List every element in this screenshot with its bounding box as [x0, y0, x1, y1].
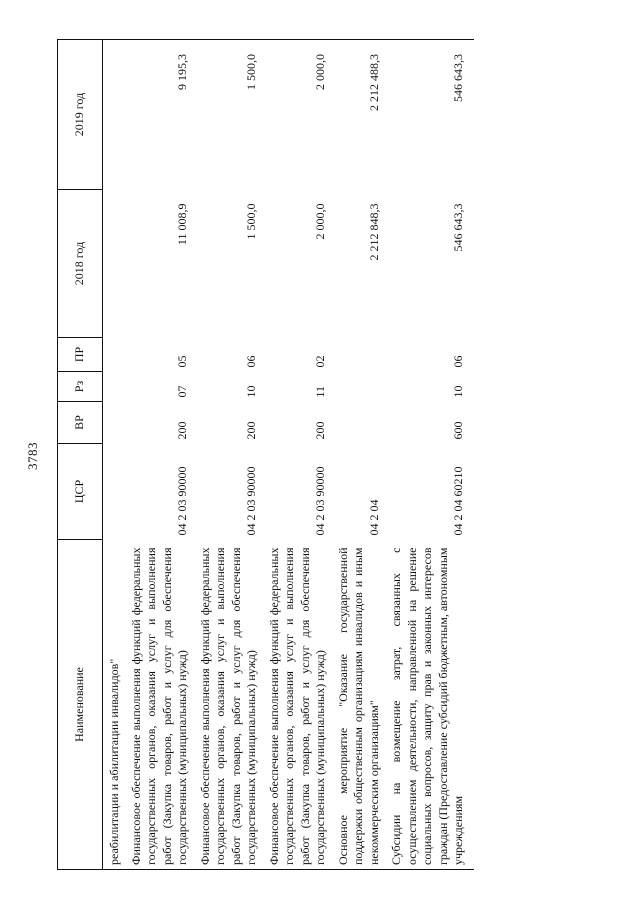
row-rz: 10 — [244, 385, 258, 398]
row-csr: 04 2 03 90000 — [313, 466, 327, 536]
row-vr: 200 — [244, 421, 258, 440]
header-pr: ПР — [58, 338, 103, 372]
row-2018: 2 212 848,3 — [366, 203, 381, 261]
row-2019: 546 643,3 — [389, 40, 474, 190]
row-csr: 04 2 04 — [366, 499, 381, 536]
row-pr — [336, 338, 390, 372]
row-csr: 04 2 03 90000 — [244, 466, 258, 536]
row-2019 — [103, 40, 129, 190]
row-rz: 07 — [175, 385, 189, 398]
row-vr: 600 — [451, 421, 465, 440]
row-vr — [336, 402, 390, 444]
row-name: Финансовое обеспечение выполнения функций федеральных государственных органов, оказания услуг и выполнения работ (Закупка товаров, работ и услуг для обеспечения государственных (муниципальных) нужд) — [129, 540, 198, 870]
row-csr: 04 2 04 60210 — [451, 466, 465, 536]
header-2019: 2019 год — [58, 40, 103, 190]
row-rz — [336, 372, 390, 402]
row-rz: 10 — [451, 385, 465, 398]
header-2018: 2018 год — [58, 190, 103, 338]
row-vr: 200 — [175, 421, 189, 440]
table-row — [103, 40, 129, 870]
budget-table — [57, 39, 474, 870]
row-rz — [103, 372, 129, 402]
row-name: Субсидии на возмещение затрат, связанных с осуществлением деятельности, направленной на решение социальных вопросов, защиту прав и законных интересов граждан (Предоставление субсидий бюджетным, автономным учреждениям — [389, 540, 474, 870]
table-row — [389, 40, 474, 870]
page-number: 3783 — [25, 442, 40, 470]
row-2018: 2 000,0 — [313, 203, 327, 240]
header-csr: ЦСР — [58, 444, 103, 540]
row-name: реабилитации и абилитации инвалидов" — [103, 540, 129, 870]
table-header-row — [58, 40, 103, 870]
row-csr: 04 2 03 90000 — [175, 466, 189, 536]
row-rz: 11 — [313, 385, 327, 398]
row-2018: 11 008,9 — [175, 203, 189, 246]
row-pr: 05 — [175, 355, 189, 368]
row-name: Финансовое обеспечение выполнения функций федеральных государственных органов, оказания услуг и выполнения работ (Закупка товаров, работ и услуг для обеспечения государственных (муниципальных) нужд) — [267, 540, 336, 870]
row-name: Основное мероприятие "Оказание государственной поддержки общественным организациям инвалидов и иным некоммерческим организациям" — [336, 540, 390, 870]
row-2019: 1 500,0 — [198, 40, 267, 190]
row-pr: 06 — [451, 355, 465, 368]
header-rz: Рз — [58, 372, 103, 402]
row-pr — [103, 338, 129, 372]
table-row — [129, 40, 198, 870]
table-row — [336, 40, 390, 870]
row-csr — [103, 444, 129, 540]
table-row — [198, 40, 267, 870]
row-pr: 06 — [244, 355, 258, 368]
header-name: Наименование — [58, 540, 103, 870]
row-2018: 546 643,3 — [451, 203, 465, 252]
row-vr: 200 — [313, 421, 327, 440]
row-vr — [103, 402, 129, 444]
header-vr: ВР — [58, 402, 103, 444]
row-2019: 2 212 488,3 — [336, 40, 390, 190]
table-row — [267, 40, 336, 870]
rotated-document-page — [15, 40, 615, 870]
row-2018 — [103, 190, 129, 338]
row-2019: 9 195,3 — [129, 40, 198, 190]
row-2019: 2 000,0 — [267, 40, 336, 190]
row-name: Финансовое обеспечение выполнения функций федеральных государственных органов, оказания услуг и выполнения работ (Закупка товаров, работ и услуг для обеспечения государственных (муниципальных) нужд) — [198, 540, 267, 870]
row-pr: 02 — [313, 355, 327, 368]
row-2018: 1 500,0 — [244, 203, 258, 240]
